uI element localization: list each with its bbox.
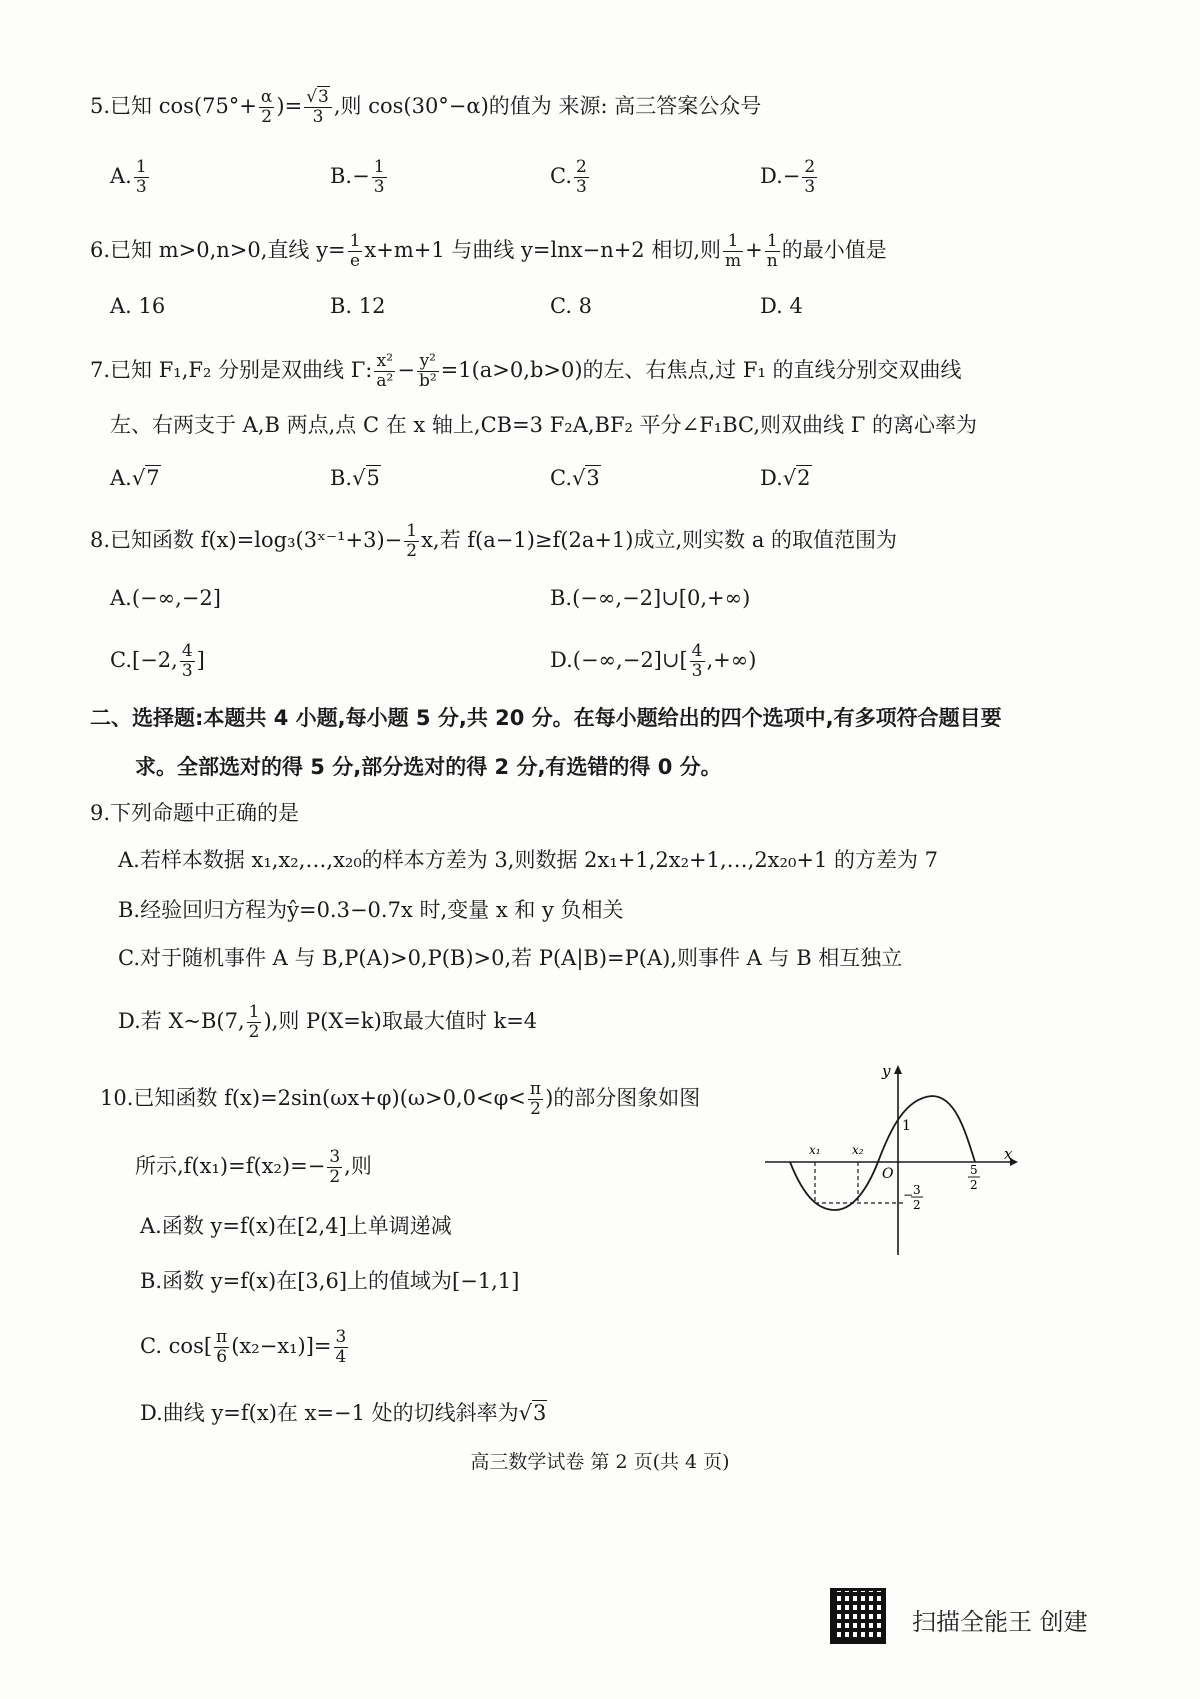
q10-part2: )的部分图象如图 (545, 1086, 701, 1110)
question-8 (90, 522, 897, 561)
q5-rhs-num: 3 (318, 87, 329, 107)
question-6 (90, 232, 887, 271)
qr-code-icon (830, 1588, 886, 1644)
graph-five-den: 2 (970, 1178, 978, 1192)
q5-a-num: 1 (135, 157, 147, 177)
q10-line2-pre: 所示,f(x₁)=f(x₂)=− (135, 1154, 326, 1178)
q9-d-post: ),则 P(X=k)取最大值时 k=4 (263, 1009, 538, 1033)
q5-d-den: 3 (804, 177, 816, 197)
q6-option-c: C. 8 (550, 294, 593, 318)
q10-c-rden: 4 (335, 1347, 347, 1367)
graph-origin: O (882, 1166, 894, 1182)
q6-frac2-num: 1 (723, 232, 743, 252)
q6-option-b: B. 12 (330, 294, 386, 318)
q8-d-pre: D.(−∞,−2]∪[ (550, 648, 688, 672)
page-footer: 高三数学试卷 第 2 页(共 4 页) (470, 1451, 730, 1473)
q7-option-d: D.√2 (760, 466, 811, 490)
q10-option-d: D.曲线 y=f(x)在 x=−1 处的切线斜率为√3 (140, 1401, 547, 1425)
graph-five-num: 5 (970, 1163, 978, 1177)
q6-frac1-den: e (349, 251, 360, 271)
q5-b-label: B. (330, 164, 353, 188)
q8-d-den: 3 (691, 661, 703, 681)
q8-d-post: ,+∞) (706, 648, 757, 672)
q8-c-post: ] (196, 648, 205, 672)
q6-part2: x+m+1 与曲线 y=lnx−n+2 相切,则 (364, 238, 722, 262)
q5-alpha-den: 2 (261, 107, 273, 127)
q10-pi-num: π (529, 1079, 542, 1099)
q7-option-b: B.√5 (330, 466, 380, 490)
q9-d-pre: D.若 X~B(7, (118, 1009, 245, 1033)
q6-part1: 6.已知 m>0,n>0,直线 y= (90, 238, 346, 262)
q8-c-den: 3 (181, 661, 193, 681)
q10-d-pre: D.曲线 y=f(x)在 x=−1 处的切线斜率为 (140, 1401, 519, 1425)
q5-d-label: D. (760, 164, 783, 188)
graph-y-label: y (882, 1062, 891, 1080)
q10-c-den: 6 (216, 1347, 228, 1367)
q7-part1: 7.已知 F₁,F₂ 分别是双曲线 Γ: (90, 358, 373, 382)
q8-frac-num: 1 (406, 521, 418, 541)
graph-x1: x₁ (809, 1143, 821, 1157)
q5-b-den: 3 (373, 177, 385, 197)
q10-pi-den: 2 (530, 1099, 541, 1119)
q5-a-label: A. (110, 164, 132, 188)
q8-part2: x,若 f(a−1)≥f(2a+1)成立,则实数 a 的取值范围为 (421, 528, 898, 552)
q10-c-num: π (216, 1327, 228, 1347)
q5-c-num: 2 (576, 157, 587, 177)
q5-a-den: 3 (135, 177, 147, 197)
q10-option-b: B.函数 y=f(x)在[3,6]上的值域为[−1,1] (140, 1269, 520, 1293)
q7-c-label: C. (550, 466, 572, 490)
y-axis-arrow (894, 1065, 902, 1074)
q5-d-num: 2 (804, 157, 816, 177)
q8-part1: 8.已知函数 f(x)=log₃(3ˣ⁻¹+3)− (90, 528, 403, 552)
q8-d-num: 4 (691, 641, 703, 661)
q7-part2: =1(a>0,b>0)的左、右焦点,过 F₁ 的直线分别交双曲线 (440, 358, 962, 382)
q10-line2-den: 2 (329, 1167, 341, 1187)
q7-a-label: A. (110, 466, 132, 490)
q8-option-b: B.(−∞,−2]∪[0,+∞) (550, 586, 751, 610)
q10-d-rad: 3 (533, 1401, 547, 1425)
q9-option-b: B.经验回归方程为ŷ=0.3−0.7x 时,变量 x 和 y 负相关 (118, 898, 624, 922)
q5-option-c (550, 158, 591, 197)
q7-b2: b² (418, 371, 437, 391)
sine-graph (760, 1060, 1020, 1260)
q7-c-rad: 3 (586, 466, 600, 490)
q6-frac3-num: 1 (765, 232, 780, 252)
q10-line2-num: 3 (329, 1147, 341, 1167)
q6-frac2-den: m (725, 251, 742, 271)
question-9: 9.下列命题中正确的是 (90, 801, 300, 825)
q10-line2-post: ,则 (344, 1154, 372, 1178)
q5-b-num: 1 (373, 157, 385, 177)
question-5 (90, 88, 761, 127)
q8-option-d (550, 642, 756, 681)
q5-option-a (110, 158, 151, 197)
q7-option-c: C.√3 (550, 466, 600, 490)
question-10 (100, 1080, 700, 1119)
q5-c-den: 3 (576, 177, 587, 197)
q10-option-c (140, 1328, 350, 1367)
scanner-watermark: 扫描全能王 创建 (912, 1608, 1088, 1636)
q7-option-a: A.√7 (110, 466, 160, 490)
q7-b-rad: 5 (366, 466, 380, 490)
q5-rhs-den: 3 (312, 107, 324, 127)
q7-a-rad: 7 (146, 466, 160, 490)
q6-part3: 的最小值是 (781, 238, 887, 262)
q5-alpha-num: α (260, 87, 273, 107)
q10-option-a: A.函数 y=f(x)在[2,4]上单调递减 (140, 1214, 452, 1238)
q5-b-sign: − (352, 164, 370, 188)
q7-d-label: D. (760, 466, 783, 490)
q10-c-pre: C. cos[ (140, 1334, 213, 1358)
q5-option-b (330, 158, 389, 197)
q10-part1: 10.已知函数 f(x)=2sin(ωx+φ)(ω>0,0<φ< (100, 1086, 526, 1110)
q5-d-sign: − (782, 164, 801, 188)
q7-x2: x² (374, 352, 395, 372)
q7-a2: a² (376, 371, 394, 391)
section-2-heading-cont: 求。全部选对的得 5 分,部分选对的得 2 分,有选错的得 0 分。 (135, 755, 722, 779)
q9-d-num: 1 (248, 1002, 260, 1022)
q5-prefix: 5.已知 cos(75°+ (90, 94, 257, 118)
graph-neg-sign: − (903, 1188, 914, 1202)
q6-plus: + (745, 238, 763, 262)
q10-line2 (135, 1148, 372, 1187)
q8-option-c (110, 642, 205, 681)
q9-option-a: A.若样本数据 x₁,x₂,…,x₂₀的样本方差为 3,则数据 2x₁+1,2x₂+1,…,2x₂₀+1 的方差为 7 (118, 848, 939, 872)
q9-option-c: C.对于随机事件 A 与 B,P(A)>0,P(B)>0,若 P(A|B)=P(A),则事件 A 与 B 相互独立 (118, 946, 903, 970)
q6-option-d: D. 4 (760, 294, 803, 318)
q8-c-num: 4 (181, 641, 193, 661)
q8-option-a: A.(−∞,−2] (110, 586, 221, 610)
q6-frac1-num: 1 (349, 231, 361, 251)
q8-c-pre: C.[−2, (110, 648, 178, 672)
q9-d-den: 2 (248, 1022, 260, 1042)
q10-c-rnum: 3 (335, 1327, 347, 1347)
graph-x2: x₂ (852, 1143, 864, 1157)
q5-option-d (760, 158, 819, 197)
q7-d-rad: 2 (797, 466, 811, 490)
q5-equals: )= (276, 94, 303, 118)
q7-b-label: B. (330, 466, 353, 490)
q6-option-a: A. 16 (110, 294, 166, 318)
graph-neg-num: 3 (913, 1183, 921, 1197)
question-7 (90, 352, 962, 391)
q7-line2: 左、右两支于 A,B 两点,点 C 在 x 轴上,CB=3 F₂A,BF₂ 平分∠F₁BC,则双曲线 Γ 的离心率为 (110, 413, 977, 437)
q5-suffix: ,则 cos(30°−α)的值为 来源: 高三答案公众号 (333, 94, 762, 118)
q7-y2: y² (417, 352, 439, 372)
q5-c-label: C. (550, 164, 572, 188)
q7-minus: − (397, 358, 415, 382)
q10-c-mid: (x₂−x₁)]= (231, 1334, 332, 1358)
graph-neg-den: 2 (913, 1198, 921, 1212)
q6-frac3-den: n (766, 251, 778, 271)
q5-rhs: $\frac{√3}{3}$ (304, 88, 332, 127)
graph-x-label: x (1004, 1145, 1013, 1163)
graph-one: 1 (902, 1118, 911, 1134)
section-2-heading: 二、选择题:本题共 4 小题,每小题 5 分,共 20 分。在每小题给出的四个选项中,有多项符合题目要 (90, 706, 1002, 730)
q8-frac-den: 2 (406, 541, 418, 561)
q9-option-d (118, 1003, 537, 1042)
q5-alpha-half (259, 88, 274, 127)
